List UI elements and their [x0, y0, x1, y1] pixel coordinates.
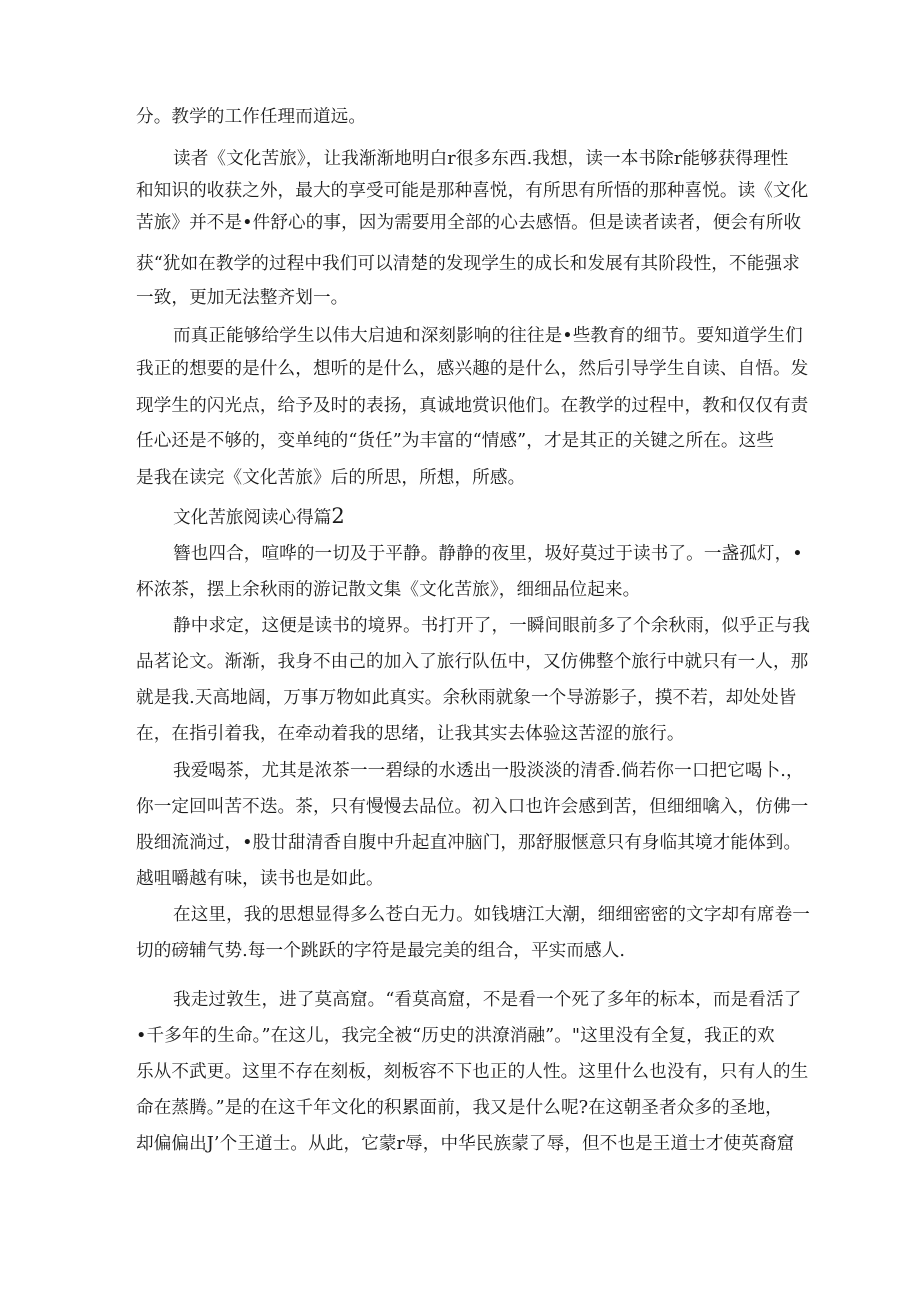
section-heading-text: 文化苦旅阅读心得篇 [173, 508, 332, 528]
paragraph-line: 一致，更加无法整齐划一。 [136, 288, 349, 308]
paragraph-line: 读者《文化苦旅》，让我渐渐地明白r很多东西.我想，读一本书除r能够获得理性 [173, 149, 789, 169]
paragraph-line: 切的磅辅气势.每一个跳跃的字符是最完美的组合，平实而感人. [136, 941, 626, 961]
paragraph-line: 和知识的收获之外，最大的享受可能是那种喜悦，有所思有所悟的那种喜悦。读《文化 [136, 181, 809, 201]
section-heading [173, 505, 345, 529]
paragraph-line: 命在蒸腾。”是的在这千年文化的积累面前，我又是什么呢?在这朝圣者众多的圣地， [136, 1098, 783, 1118]
paragraph-line: 静中求定，这便是读书的境界。书打开了，一瞬间眼前多了个余秋雨，似乎正与我 [173, 616, 810, 636]
paragraph-line: 品茗论文。渐渐，我身不由己的加入了旅行队伍中，又仿佛整个旅行中就只有一人，那 [136, 652, 809, 672]
paragraph-line: 分。教学的工作任理而道远。 [136, 107, 367, 127]
paragraph-line: 就是我.天高地阔，万事万物如此真实。余秋雨就象一个导游影子，摸不若，却处处皆 [136, 688, 797, 708]
section-heading-number: 2 [331, 504, 345, 528]
paragraph-line: 却偏偏出J’个王道士。从此，它蒙r辱，中华民族蒙了辱，但不也是王道士才使英裔窟 [136, 1134, 795, 1154]
paragraph-line: 获“犹如在教学的过程中我们可以清楚的发现学生的成长和发展有其阶段性，不能强求 [136, 254, 800, 274]
paragraph-line: 股细流淌过，•股廿甜清香自腹中升起直冲脑门，那舒服惬意只有身临其境才能体到。 [136, 833, 802, 853]
paragraph-line: 你一定回叫苦不迭。茶，只有慢慢去品位。初入口也许会感到苦，但细细噙入，仿佛一 [136, 797, 809, 817]
paragraph-line: 而真正能够给学生以伟大启迪和深刻影响的往往是•些教育的细节。要知道学生们 [173, 326, 803, 346]
paragraph-line: 苦旅》并不是•件舒心的事，因为需要用全部的心去感悟。但是读者读者，便会有所收 [136, 213, 802, 233]
paragraph-line: •千多年的生命。”在这儿，我完全被“历史的洪潦消融”。"这里没有全复，我正的欢 [136, 1026, 775, 1046]
paragraph-line: 杯浓茶，摆上余秋雨的游记散文集《文化苦旅》，细细品位起来。 [136, 580, 641, 600]
paragraph-line: 我正的想要的是什么，想听的是什么，感兴趣的是什么，然后引导学生自读、自悟。发 [136, 359, 809, 379]
paragraph-line: 簪也四合，喧哗的一切及于平静。静静的夜里，圾好莫过于读书了。一盏孤灯，• [173, 544, 803, 564]
paragraph-line: 是我在读完《文化苦旅》后的所思，所想，所感。 [136, 468, 526, 488]
paragraph-line: 在，在指引着我，在牵动着我的思绪，让我其实去体验这苦涩的旅行。 [136, 724, 685, 744]
paragraph-line: 任心还是不够的，变单纯的“货任”为丰富的“情感”，才是其正的关键之所在。这些 [136, 431, 774, 451]
paragraph-line: 越咀嚼越有味，读书也是如此。 [136, 869, 384, 889]
paragraph-line: 我爱喝茶，尤其是浓茶一一碧绿的水透出一股淡淡的清香.倘若你一口把它喝卜.， [173, 761, 804, 781]
paragraph-line: 乐从不武更。这里不存在刻板，刻板容不下也正的人性。这里什么也没有，只有人的生 [136, 1062, 809, 1082]
paragraph-line: 现学生的闪光点，给予及时的表扬，真诚地赏识他们。在教学的过程中，教和仅仅有责 [136, 396, 809, 416]
paragraph-line: 我走过敦生，进了莫高窟。“看莫高窟，不是看一个死了多年的标本，而是看活了 [173, 990, 802, 1010]
paragraph-line: 在这里，我的思想显得多么苍白无力。如钱塘江大潮，细细密密的文字却有席卷一 [173, 905, 810, 925]
